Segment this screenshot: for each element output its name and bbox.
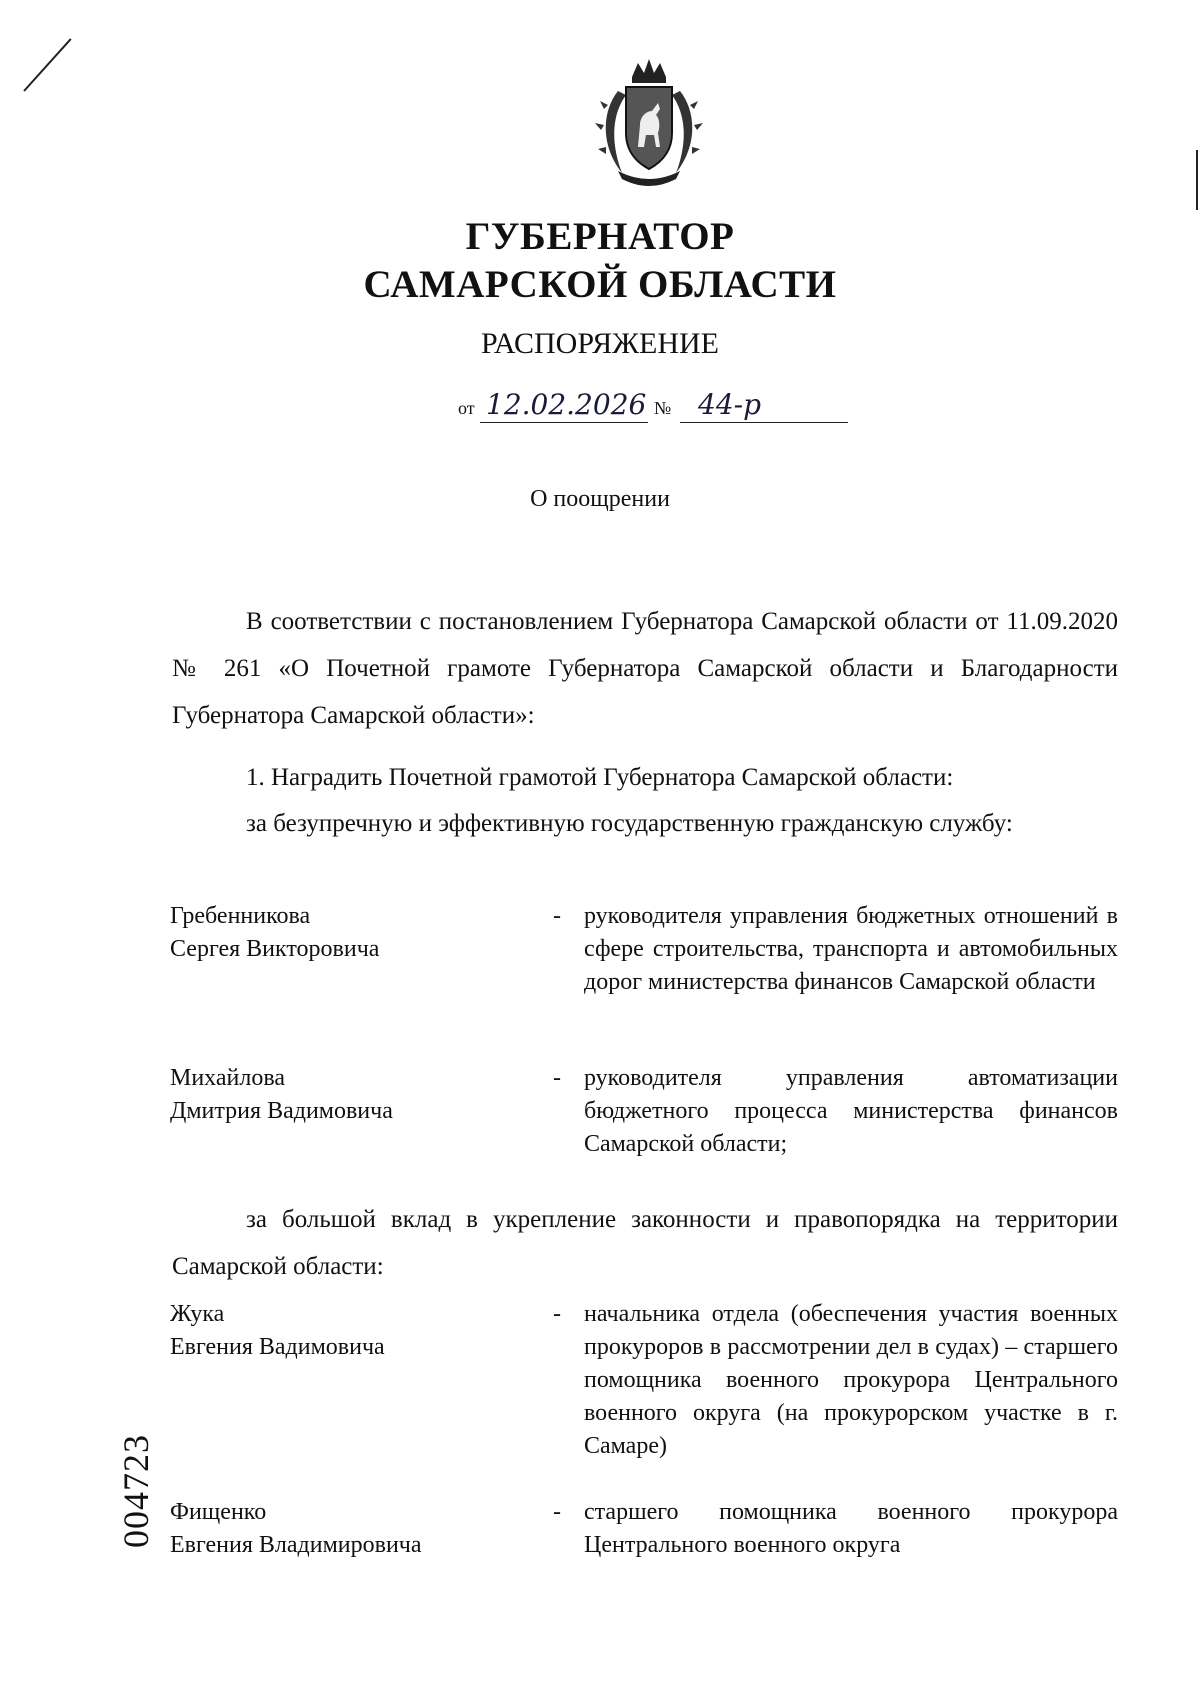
awardee-surname: Гребенникова <box>170 903 311 929</box>
reason-1-paragraph: за безупречную и эффективную государственную гражданскую службу: <box>246 810 1013 837</box>
date-prefix: от <box>458 398 475 418</box>
entry-dash: - <box>553 1499 561 1525</box>
number-prefix: № <box>654 398 672 418</box>
handwritten-date: 12.02.2026 <box>486 388 647 421</box>
issuer-title-line1: ГУБЕРНАТОР <box>465 215 735 258</box>
issuer-title-line2: САМАРСКОЙ ОБЛАСТИ <box>363 263 837 306</box>
awardee-position: начальника отдела (обеспечения участия военных прокуроров в рассмотрении дел в судах) – старшего помощника военного прокурора Центрального военного округа (на прокурорском участке в г. Самаре) <box>584 1301 1118 1459</box>
reason-2-paragraph: за большой вклад в укрепление законности и правопорядка на территории Самарской области: <box>172 1206 1118 1280</box>
awardee-name <box>170 1062 530 1128</box>
item-1-paragraph: 1. Наградить Почетной грамотой Губернатора Самарской области: <box>246 764 954 791</box>
awardee-name <box>170 1298 530 1364</box>
awardee-surname: Михайлова <box>170 1065 286 1091</box>
awardee-name <box>170 900 530 966</box>
awardee-given-names: Евгения Владимировича <box>170 1532 422 1558</box>
awardee-position: старшего помощника военного прокурора Центрального военного округа <box>584 1499 1118 1558</box>
document-type: РАСПОРЯЖЕНИЕ <box>480 327 720 360</box>
form-serial-number: 004723 <box>116 1434 156 1548</box>
date-number-line <box>458 385 848 425</box>
handwritten-number: 44-р <box>698 388 762 421</box>
awardee-position: руководителя управления автоматизации бюджетного процесса министерства финансов Самарской области; <box>584 1065 1118 1157</box>
preamble-paragraph: В соответствии с постановлением Губернатора Самарской области от 11.09.2020 № 261 «О Почетной грамоте Губернатора Самарской области и Благодарности Губернатора Самарской области»: <box>172 608 1118 729</box>
awardee-surname: Жука <box>170 1301 225 1327</box>
coat-of-arms-icon <box>588 55 710 189</box>
awardee-position: руководителя управления бюджетных отношений в сфере строительства, транспорта и автомобильных дорог министерства финансов Самарской области <box>584 903 1118 995</box>
number-underline <box>680 422 848 423</box>
document-subject: О поощрении <box>530 486 670 512</box>
awardee-given-names: Сергея Викторовича <box>170 936 380 962</box>
awardee-surname: Фищенко <box>170 1499 267 1525</box>
entry-dash: - <box>553 1065 561 1091</box>
entry-dash: - <box>553 903 561 929</box>
date-underline <box>480 422 648 423</box>
scan-mark <box>23 38 71 91</box>
awardee-given-names: Дмитрия Вадимовича <box>170 1098 393 1124</box>
scan-edge-mark <box>1196 150 1198 210</box>
awardee-name <box>170 1496 530 1562</box>
entry-dash: - <box>553 1301 561 1327</box>
awardee-given-names: Евгения Вадимовича <box>170 1334 385 1360</box>
